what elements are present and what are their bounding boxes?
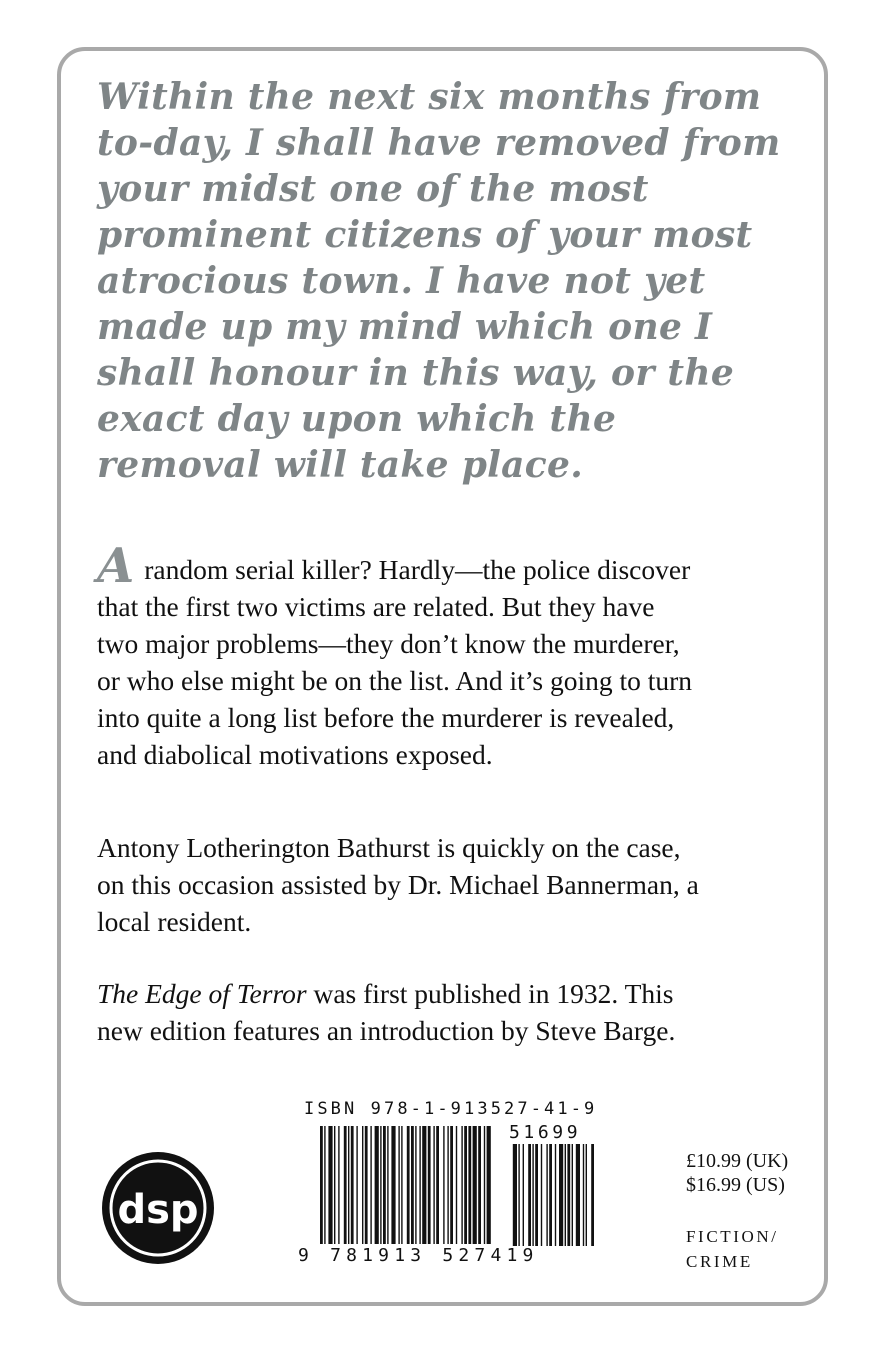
description-line: was first published in 1932. This (306, 978, 674, 1009)
description-line: random serial killer? Hardly—the police discover (144, 554, 691, 585)
quote-line: removal will take place. (97, 444, 584, 486)
barcode-bar (324, 1126, 325, 1244)
barcode-bar (362, 1126, 363, 1244)
barcode-bar (436, 1126, 439, 1244)
barcode-bar (334, 1126, 335, 1244)
barcode-bar (411, 1126, 414, 1244)
barcode-bar (344, 1126, 347, 1244)
barcode-bar (328, 1126, 332, 1244)
quote-line: made up my mind which one I (97, 306, 713, 348)
barcode-addon-digits: 51699 (509, 1122, 582, 1143)
description-line: local resident. (97, 906, 252, 937)
barcode-addon-bar (549, 1144, 552, 1246)
barcode-bar (407, 1126, 410, 1244)
genre-line: FICTION/ (686, 1227, 779, 1246)
barcode-bar (415, 1126, 416, 1244)
quote-line: prominent citizens of your most (97, 214, 753, 256)
barcode-bar (484, 1126, 485, 1244)
quote-line: your midst one of the most (97, 168, 649, 210)
barcode-addon-bar (576, 1144, 580, 1246)
barcode-bar (391, 1126, 395, 1244)
barcode-bar (398, 1126, 399, 1244)
description-line: into quite a long list before the murderer is revealed, (97, 702, 675, 733)
barcode-addon-bar (535, 1144, 538, 1246)
description-line: on this occasion assisted by Dr. Michael Bannerman, a (97, 869, 699, 900)
barcode-addon-bar (513, 1144, 517, 1246)
barcode-addon-bar (518, 1144, 519, 1246)
quote-line: shall honour in this way, or the (97, 352, 735, 394)
description-line: two major problems—they don’t know the murderer, (97, 628, 680, 659)
barcode-bar (351, 1126, 354, 1244)
barcode-bar (450, 1126, 453, 1244)
description-line: new edition features an introduction by Steve Barge. (97, 1015, 676, 1046)
dsp-publisher-logo-icon (101, 1151, 215, 1265)
quote-line: Within the next six months from (97, 76, 762, 118)
barcode-bar (387, 1126, 388, 1244)
price-block (686, 1149, 788, 1197)
barcode-bar (383, 1126, 386, 1244)
barcode-bar (401, 1126, 402, 1244)
barcode-bar (468, 1126, 471, 1244)
description-line: Antony Lotherington Bathurst is quickly on the case, (97, 832, 681, 863)
quote-line: exact day upon which the (97, 398, 617, 440)
genre-block (686, 1224, 779, 1274)
barcode-addon-bar (565, 1144, 566, 1246)
barcode-addon-bar (523, 1144, 524, 1246)
barcode-addon-bar (559, 1144, 563, 1246)
price-us: $16.99 (US) (686, 1174, 785, 1196)
barcode-bar (433, 1126, 434, 1244)
barcode-addon-bar (541, 1144, 542, 1246)
barcode-bar (461, 1126, 462, 1244)
barcode-addon-bar (567, 1144, 570, 1246)
description-line: that the first two victims are related. But they have (97, 591, 655, 622)
book-title: The Edge of Terror (97, 978, 307, 1009)
barcode-addon-bar (586, 1144, 587, 1246)
barcode-addon-bar (583, 1144, 584, 1246)
barcode-bar (380, 1126, 381, 1244)
barcode-bar (422, 1126, 426, 1244)
price-uk: £10.99 (UK) (686, 1150, 789, 1172)
barcode-addon-bar (546, 1144, 547, 1246)
barcode-addon-bar (528, 1144, 531, 1246)
drop-cap: A (97, 538, 135, 594)
barcode-bar (473, 1126, 477, 1244)
description-paragraph-1 (97, 538, 797, 773)
description-line: and diabolical motivations exposed. (97, 739, 493, 770)
description-paragraph-2 (97, 829, 797, 940)
barcode-bar (348, 1126, 349, 1244)
barcode-bar (456, 1126, 457, 1244)
barcode-bar (419, 1126, 420, 1244)
barcode-bar (443, 1126, 444, 1244)
barcode-bar (447, 1126, 448, 1244)
description-paragraph-3 (97, 975, 797, 1049)
logo-text: dsp (117, 1187, 199, 1233)
barcode-bar (356, 1126, 357, 1244)
barcode-bar (478, 1126, 481, 1244)
barcode-addon-bar (572, 1144, 573, 1246)
isbn-label: ISBN 978-1-913527-41-9 (304, 1099, 598, 1119)
barcode-bar (464, 1126, 467, 1244)
barcode-digits: 9 781913 527419 (298, 1245, 539, 1266)
barcode-addon-bar (591, 1144, 594, 1246)
pull-quote (97, 74, 807, 488)
barcode-bar (338, 1126, 339, 1244)
barcode-bar (375, 1126, 379, 1244)
genre-line: CRIME (686, 1252, 753, 1271)
barcode-addon-bar (555, 1144, 556, 1246)
barcode-addon-bar (532, 1144, 533, 1246)
barcode-bar (487, 1126, 491, 1244)
barcode-bar (428, 1126, 431, 1244)
quote-line: atrocious town. I have not yet (97, 260, 706, 302)
barcode-bar (365, 1126, 368, 1244)
quote-line: to-day, I shall have removed from (97, 122, 781, 164)
description-line: or who else might be on the list. And it’s going to turn (97, 665, 693, 696)
barcode-bar (370, 1126, 371, 1244)
barcode-bar (320, 1126, 323, 1244)
